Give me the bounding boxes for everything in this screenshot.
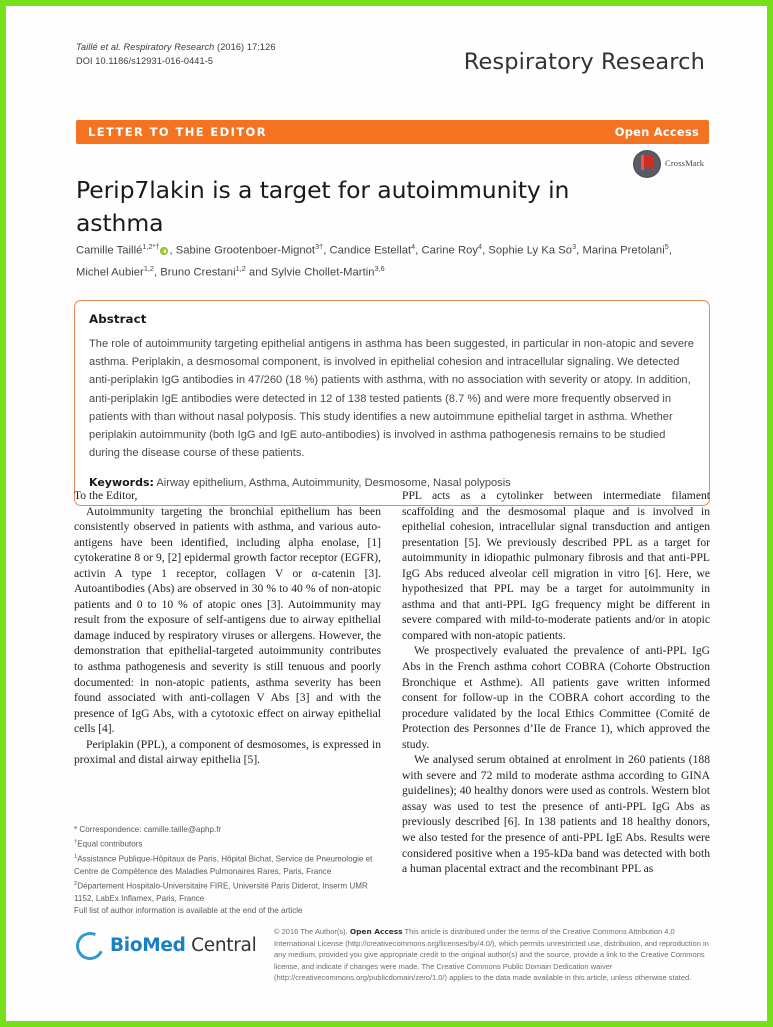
article-sheet (6, 6, 767, 1021)
author-name: , Michel Aubier (76, 244, 672, 279)
license-terms: This article is distributed under the terms of the Creative Commons Attribution 4.0 International License (http://creativecommons.org/licenses/by/4.0/), which permits unrestricted use, distribution, and reproduction in any medium, provided you give appropriate credit to the original author(s) and the source, provide a link to the Creative Commons license, and indicate if changes were made. The Creative Commons Public Domain Dedication waiver (http://creativecommons.org/publicdomain/zero/1.0/) applies to the data made available in this article, unless otherwise stated. (274, 927, 709, 983)
abstract-body: The role of autoimmunity targeting epithelial antigens in asthma has been suggested, in particular in non-atopic and severe asthma. Periplakin, a desmosomal component, is involved in epithelial cohesion and intracellular signaling. We detected anti-periplakin IgG antibodies in 47/260 (18 %) patients with asthma, with no association with severity or atopy. In addition, anti-periplakin IgE antibodies were detected in 12 of 138 tested patients (8.7 %) and were more frequently observed in patients with than without nasal polyposis. This study identifies a new autoimmune epithelial target in asthma. Whether periplakin autoimmunity (both IgG and IgE auto-antibodies) is involved in asthma pathogenesis remains to be studied during the disease course of these patients. (89, 338, 694, 460)
footer (74, 926, 710, 998)
journal-logo: Respiratory Research (463, 49, 705, 75)
biomed-word: BioMed (110, 935, 186, 956)
body-column-left (74, 488, 381, 768)
author-name: , Candice Estellat (323, 244, 412, 257)
keywords-label: Keywords: (89, 476, 154, 490)
footnote-marker: † (74, 839, 78, 846)
footnotes-block (74, 824, 381, 917)
crossmark-badge[interactable] (632, 149, 710, 183)
author-name: , Bruno Crestani (153, 266, 236, 279)
author-name: Camille Taillé (76, 244, 143, 257)
footnote-marker: 2 (74, 880, 78, 887)
author-affil-sup: 5 (664, 242, 669, 251)
affiliation-2 (74, 878, 381, 905)
biomed-arc-icon (72, 928, 108, 964)
author-affil-sup: 3,6 (374, 263, 385, 273)
footnote-text: Département Hospitalo-Universitaire FIRE, Université Paris Diderot, Inserm UMR 1152, LabEx Inflamex, Paris, France (74, 881, 368, 903)
correspondence-note: * Correspondence: camille.taille@aphp.fr (74, 825, 222, 834)
author-affil-sup: 1,2 (235, 263, 246, 273)
paragraph: Periplakin (PPL), a component of desmosomes, is expressed in proximal and distal airway epithelia [5]. (74, 737, 381, 767)
abstract-box (74, 300, 710, 506)
author-affil-sup: 3 (572, 242, 577, 251)
author-affil-sup: 4 (411, 242, 416, 251)
citation-journal: Taillé et al. Respiratory Research (76, 42, 215, 52)
author-name: , Carine Roy (415, 244, 479, 257)
affiliation-1 (74, 851, 381, 878)
open-access-bar (76, 120, 709, 144)
orcid-icon[interactable] (160, 247, 168, 255)
citation-rest: (2016) 17:126 (214, 42, 276, 52)
paragraph: We analysed serum obtained at enrolment in 260 patients (188 with severe and 72 mild to moderate asthma according to GINA guidelines); 40 healthy donors were used as controls. Western blot assay was used to test the presence of anti-PPL IgG Abs as previously described [6]. In 138 patients and 18 healthy donors, we also tested for the presence of anti-PPL IgE Abs. Results were considered positive when a 195-kDa band was detected with both a human placental extract and the recombinant PPL as (402, 753, 710, 876)
equal-contributors-note (74, 836, 381, 851)
license-text (274, 926, 710, 984)
author-affil-sup: 4 (478, 242, 483, 251)
page-title: Perip7lakin is a target for autoimmunity in asthma (76, 175, 570, 237)
author-name: , Sophie Ly Ka So (482, 244, 573, 257)
crossmark-label: CrossMark (665, 158, 705, 168)
keywords-value: Airway epithelium, Asthma, Autoimmunity, Desmosome, Nasal polyposis (153, 477, 511, 490)
citation-block (76, 41, 276, 68)
crossmark-icon (632, 149, 662, 179)
author-list (76, 238, 696, 281)
citation-line (76, 41, 276, 55)
doi-line: DOI 10.1186/s12931-016-0441-5 (76, 55, 214, 66)
author-affil-sup: 1,2*† (142, 242, 160, 251)
biomed-central-logo (76, 932, 258, 962)
paragraph: Autoimmunity targeting the bronchial epithelium has been consistently observed in patients with asthma, and various auto-antigens have been identified, including alpha enolase, [1] cytokeratine 8 or 9, [2] epidermal growth factor receptor (EGFR), activin A type 1 receptor, collagen V or α-catenin [3]. Autoantibodies (Abs) are observed in 30 % to 40 % of non-atopic patients and 0 to 10 % of atopic ones [3]. Autoimmunity may result from the exposure of self-antigens due to airway epithelial damage induced by respiratory viruses or allergens. However, the demonstration that epithelial-targeted autoimmunity contributes to asthma pathogenesis and severity is still tenuous and poorly documented: in non-atopic patients, asthma severity has been found associated with anti-collagen V Abs [3] and with the presence of IgG Abs, with a cytotoxic effect on airway epithelial cells [4]. (74, 504, 381, 736)
footnote-text: Equal contributors (77, 839, 143, 849)
author-separator: , (576, 244, 580, 257)
author-name: , Sabine Grootenboer-Mignot (169, 244, 316, 257)
abstract-heading: Abstract (89, 312, 147, 326)
author-affil-sup: 3† (315, 242, 324, 251)
author-name: Marina Pretolani (582, 244, 665, 257)
license-copyright: © 2016 The Author(s). (274, 927, 350, 936)
footnote-marker: 1 (74, 853, 78, 860)
paragraph: To the Editor, (74, 489, 138, 502)
paragraph: We prospectively evaluated the prevalence of anti-PPL IgG Abs in the French asthma cohort COBRA (Cohorte Obstruction Bronchique et Asthme). All patients gave written informed consent for follow-up in the COBRA cohort according to the procedure validated by the local Ethics Committee (Comité de Protection des Personnes d’Ile de France 1), which approved the study. (402, 644, 710, 751)
section-kind-label: LETTER TO THE EDITOR (88, 125, 267, 139)
biomed-central-wordmark (110, 935, 256, 956)
central-word: Central (185, 935, 257, 956)
open-access-label: Open Access (614, 125, 699, 139)
author-affil-sup: 1,2 (143, 263, 154, 273)
author-name: and Sylvie Chollet-Martin (245, 266, 375, 279)
masthead (76, 41, 705, 103)
paragraph: PPL acts as a cytolinker between intermediate filament scaffolding and the desmosomal plaque and is involved in epithelial cohesion, intracellular signal transduction and antigen presentation [5]. We previously described PPL as a target for autoimmunity in idiopathic pulmonary fibrosis and that anti-PPL IgG Abs reduced alveolar cell migration in vitro [6]. Here, we hypothesized that PPL may be a target for autoimmunity in asthma and that anti-PPL IgG frequency might be different in severe compared with mild-to-moderate patients and/or in atopic compared with non-atopic patients. (402, 489, 710, 642)
license-open-access-label: Open Access (349, 927, 403, 936)
footnote-text: Assistance Publique-Hôpitaux de Paris, Hôpital Bichat, Service de Pneumologie et Centre de Compétence des Maladies Pulmonaires Rares, Paris, France (74, 854, 373, 876)
full-author-list-note: Full list of author information is available at the end of the article (74, 905, 303, 915)
body-column-right (402, 488, 710, 877)
